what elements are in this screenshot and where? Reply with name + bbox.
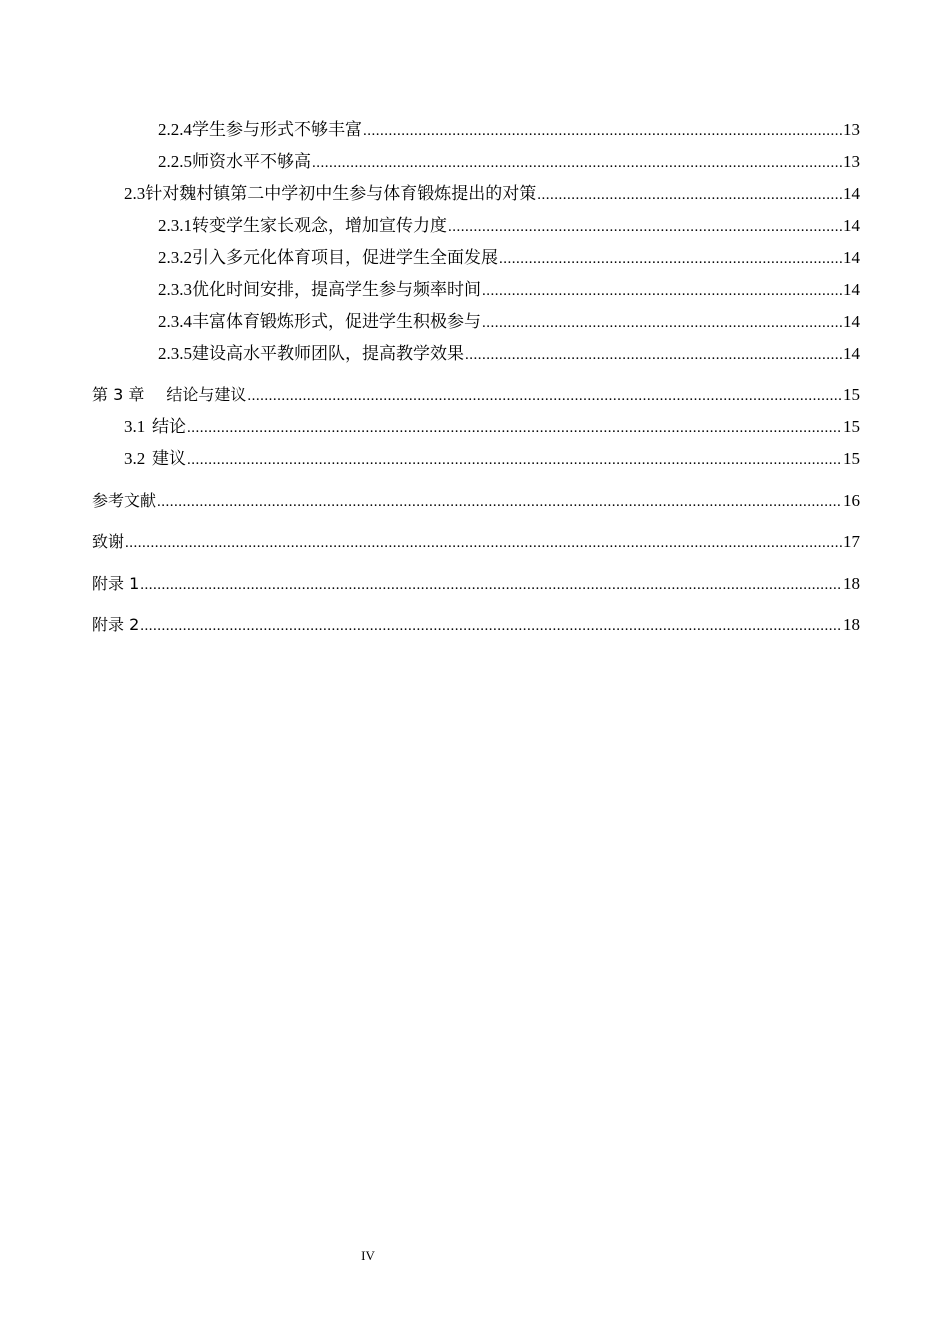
toc-entry-number: 2.2.5 bbox=[158, 152, 192, 171]
toc-entry-number: 2.3.5 bbox=[158, 344, 192, 363]
toc-entry[interactable] bbox=[124, 416, 860, 439]
dot-leader bbox=[157, 491, 842, 513]
dot-leader bbox=[312, 152, 842, 174]
dot-leader bbox=[482, 280, 842, 302]
toc-entry-page: 15 bbox=[843, 449, 860, 468]
toc-entry-number: 2.3.2 bbox=[158, 248, 192, 267]
toc-entry-page: 14 bbox=[843, 344, 860, 363]
dot-leader bbox=[187, 417, 842, 439]
dot-leader bbox=[140, 615, 842, 637]
toc-entry[interactable] bbox=[124, 183, 860, 206]
toc-entry[interactable] bbox=[158, 119, 860, 142]
toc-entry-page: 14 bbox=[843, 184, 860, 203]
toc-chapter-entry[interactable] bbox=[92, 531, 860, 554]
dot-leader bbox=[448, 216, 842, 238]
toc-entry-title: 结论 bbox=[152, 417, 187, 436]
toc-entry-title: 附录 1 bbox=[92, 574, 140, 593]
toc-entry-number: 2.2.4 bbox=[158, 120, 192, 139]
toc-entry-number: 2.3.1 bbox=[158, 216, 192, 235]
dot-leader bbox=[125, 532, 842, 554]
dot-leader bbox=[537, 184, 842, 206]
toc-entry[interactable] bbox=[158, 311, 860, 334]
toc-entry-page: 13 bbox=[843, 152, 860, 171]
toc-entry-number: 3.2 bbox=[124, 449, 146, 468]
dot-leader bbox=[187, 449, 842, 471]
dot-leader bbox=[482, 312, 842, 334]
toc-entry[interactable] bbox=[158, 247, 860, 270]
toc-entry-title: 参考文献 bbox=[92, 491, 157, 510]
toc-entry-title: 致谢 bbox=[92, 532, 125, 551]
toc-entry-title: 结论与建议 bbox=[166, 385, 247, 404]
toc-entry-number: 2.3.3 bbox=[158, 280, 192, 299]
toc-entry-page: 18 bbox=[843, 615, 860, 634]
toc-entry-title: 师资水平不够高 bbox=[192, 152, 311, 171]
toc-entry-page: 14 bbox=[843, 248, 860, 267]
toc-entry[interactable] bbox=[158, 151, 860, 174]
toc-entry-number: 第 3 章 bbox=[92, 385, 145, 404]
toc-entry-page: 13 bbox=[843, 120, 860, 139]
dot-leader bbox=[465, 344, 842, 366]
toc-entry-page: 14 bbox=[843, 312, 860, 331]
toc-entry-number: 2.3.4 bbox=[158, 312, 192, 331]
toc-chapter-entry[interactable] bbox=[92, 614, 860, 637]
dot-leader bbox=[499, 248, 842, 270]
page-number-footer: IV bbox=[361, 1248, 375, 1263]
dot-leader bbox=[363, 120, 842, 142]
toc-chapter-entry[interactable] bbox=[92, 573, 860, 596]
toc-entry-title: 附录 2 bbox=[92, 615, 140, 634]
dot-leader bbox=[140, 574, 842, 596]
toc-entry[interactable] bbox=[158, 279, 860, 302]
toc-entry-title: 优化时间安排，提高学生参与频率时间 bbox=[192, 280, 481, 299]
toc-entry-number: 3.1 bbox=[124, 417, 146, 436]
toc-chapter-entry[interactable] bbox=[92, 384, 860, 407]
toc-entry[interactable] bbox=[158, 215, 860, 238]
dot-leader bbox=[247, 385, 842, 407]
toc-chapter-entry[interactable] bbox=[92, 490, 860, 513]
toc-entry-page: 17 bbox=[843, 532, 860, 551]
toc-entry-page: 18 bbox=[843, 574, 860, 593]
toc-entry-title: 转变学生家长观念，增加宣传力度 bbox=[192, 216, 447, 235]
toc-entry-page: 14 bbox=[843, 280, 860, 299]
toc-entry-title: 丰富体育锻炼形式，促进学生积极参与 bbox=[192, 312, 481, 331]
toc-entry[interactable] bbox=[158, 343, 860, 366]
toc-entry-title: 建设高水平教师团队，提高教学效果 bbox=[192, 344, 464, 363]
toc-entry-page: 15 bbox=[843, 385, 860, 404]
toc-entry[interactable] bbox=[124, 448, 860, 471]
toc-entry-title: 引入多元化体育项目，促进学生全面发展 bbox=[192, 248, 498, 267]
toc-entry-page: 16 bbox=[843, 491, 860, 510]
toc-entry-number: 2.3 bbox=[124, 184, 146, 203]
toc-entry-title: 针对魏村镇第二中学初中生参与体育锻炼提出的对策 bbox=[145, 184, 537, 203]
toc-entry-page: 14 bbox=[843, 216, 860, 235]
toc-entry-page: 15 bbox=[843, 417, 860, 436]
toc-entry-title: 建议 bbox=[152, 449, 187, 468]
toc-entry-title: 学生参与形式不够丰富 bbox=[192, 120, 362, 139]
